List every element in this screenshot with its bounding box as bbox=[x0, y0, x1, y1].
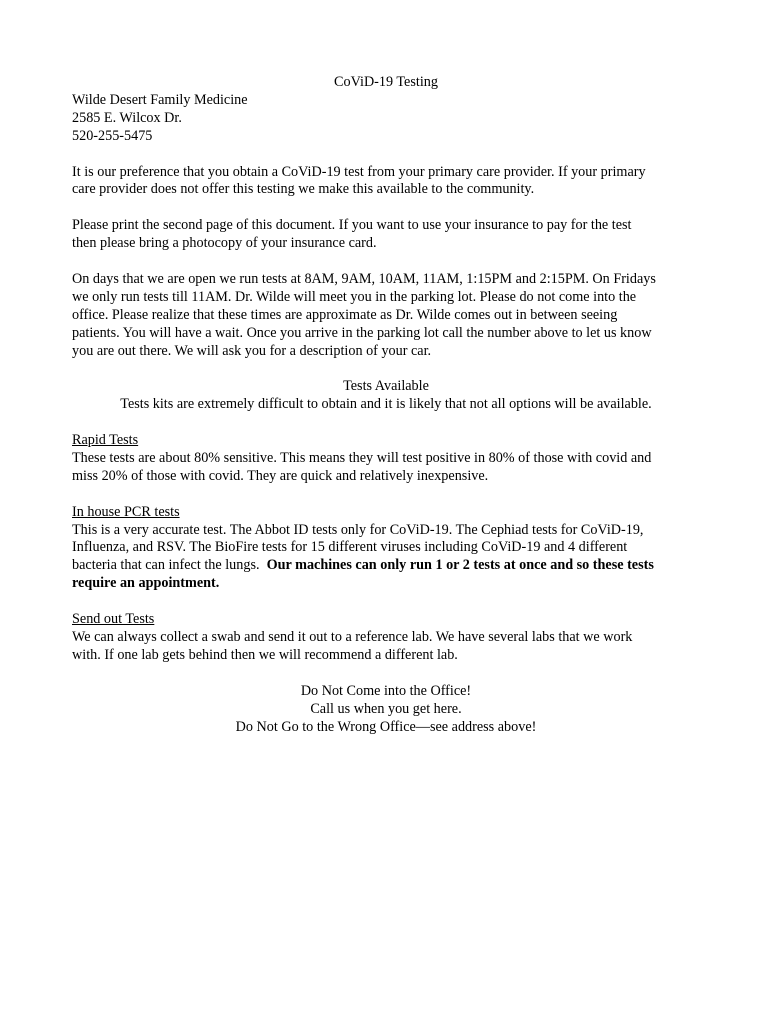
tests-available-heading: Tests Available bbox=[343, 378, 429, 395]
closing-line: Do Not Come into the Office! bbox=[300, 682, 472, 699]
paragraph-line: These tests are about 80% sensitive. This means they will test positive in 80% of those with covid and bbox=[72, 449, 652, 466]
send-out-tests-section bbox=[72, 611, 700, 665]
paragraph-line: It is our preference that you obtain a CoViD-19 test from your primary care provider. If your primary bbox=[72, 163, 646, 180]
paragraph-line: We can always collect a swab and send it out to a reference lab. We have several labs that we work bbox=[72, 628, 633, 645]
paragraph-line: On days that we are open we run tests at 8AM, 9AM, 10AM, 11AM, 1:15PM and 2:15PM. On Fridays bbox=[72, 270, 656, 287]
page-title: CoViD-19 Testing bbox=[334, 74, 438, 90]
paragraph-line: Influenza, and RSV. The BioFire tests for 15 different viruses including CoViD-19 and 4 different bbox=[72, 539, 628, 556]
closing-line: Do Not Go to the Wrong Office—see address above! bbox=[235, 718, 537, 735]
closing-line: Call us when you get here. bbox=[310, 700, 462, 717]
schedule-paragraph bbox=[72, 271, 700, 361]
paragraph-line: office. Please realize that these times are approximate as Dr. Wilde comes out in between seeing bbox=[72, 306, 618, 323]
pcr-tests-heading: In house PCR tests bbox=[72, 503, 180, 520]
paragraph-line: with. If one lab gets behind then we will recommend a different lab. bbox=[72, 646, 458, 663]
tests-available-note: Tests kits are extremely difficult to obtain and it is likely that not all options will be available. bbox=[120, 396, 652, 413]
paragraph-line: This is a very accurate test. The Abbot ID tests only for CoViD-19. The Cephiad tests for CoViD-19, bbox=[72, 521, 644, 538]
paragraph-line: miss 20% of those with covid. They are quick and relatively inexpensive. bbox=[72, 467, 489, 484]
tests-available-section bbox=[72, 378, 700, 414]
paragraph-line: Please print the second page of this document. If you want to use your insurance to pay for the test bbox=[72, 217, 632, 234]
paragraph-line: care provider does not offer this testing we make this available to the community. bbox=[72, 181, 535, 198]
closing-notice bbox=[72, 683, 700, 737]
phone-number: 520-255-5475 bbox=[72, 127, 153, 144]
document-body bbox=[72, 74, 700, 736]
paragraph-line: patients. You will have a wait. Once you arrive in the parking lot call the number above to let us know bbox=[72, 324, 652, 341]
rapid-tests-section bbox=[72, 432, 700, 486]
practice-name: Wilde Desert Family Medicine bbox=[72, 91, 248, 108]
appointment-warning-end: require an appointment. bbox=[72, 575, 220, 592]
preference-paragraph bbox=[72, 164, 700, 200]
send-out-tests-heading: Send out Tests bbox=[72, 611, 155, 628]
appointment-warning: Our machines can only run 1 or 2 tests at once and so these tests bbox=[266, 557, 654, 574]
print-instructions-paragraph bbox=[72, 217, 700, 253]
paragraph-line bbox=[72, 557, 700, 575]
paragraph-line: you are out there. We will ask you for a description of your car. bbox=[72, 342, 432, 359]
paragraph-line: we only run tests till 11AM. Dr. Wilde will meet you in the parking lot. Please do not come into the bbox=[72, 288, 637, 305]
pcr-line-plain: bacteria that can infect the lungs. bbox=[72, 557, 267, 574]
street-address: 2585 E. Wilcox Dr. bbox=[72, 109, 182, 126]
paragraph-line: then please bring a photocopy of your insurance card. bbox=[72, 235, 377, 252]
pcr-tests-section bbox=[72, 504, 700, 594]
address-block bbox=[72, 92, 700, 146]
rapid-tests-heading: Rapid Tests bbox=[72, 432, 139, 449]
